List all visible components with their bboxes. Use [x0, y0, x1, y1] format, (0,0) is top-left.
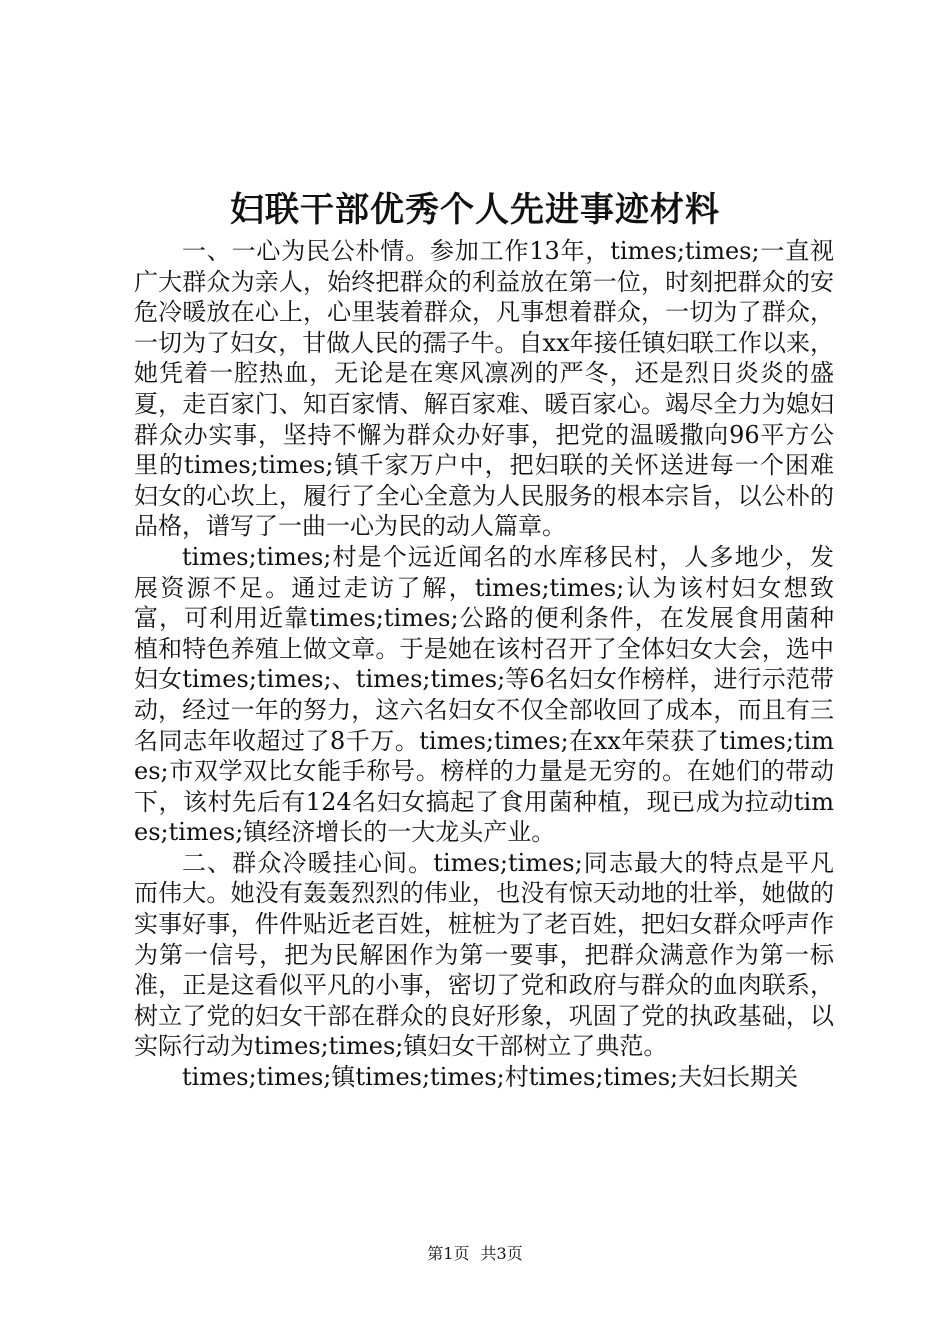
page-total: 共3页 — [480, 1244, 523, 1263]
paragraph-1: 一、一心为民公朴情。参加工作13年，times;times;一直视广大群众为亲人，始终把群众的利益放在第一位，时刻把群众的安危冷暖放在心上，心里装着群众，凡事想着群众，一切为了群众，一切为了妇女，甘做人民的孺子牛。自xx年接任镇妇联工作以来，她凭着一腔热血，无论是在寒风凛冽的严冬，还是烈日炎炎的盛夏，走百家门、知百家情、解百家难、暖百家心。竭尽全力为媳妇群众办实事，坚持不懈为群众办好事，把党的温暖撒向96平方公里的times;times;镇千家万户中，把妇联的关怀送进每一个困难妇女的心坎上，履行了全心全意为人民服务的根本宗旨，以公朴的品格，谱写了一曲一心为民的动人篇章。 — [134, 237, 834, 541]
paragraph-4: times;times;镇times;times;村times;times;夫妇长期关 — [182, 1063, 799, 1092]
paragraph-2: times;times;村是个远近闻名的水库移民村，人多地少，发展资源不足。通过走访了解，times;times;认为该村妇女想致富，可利用近靠times;times;公路的便利条件，在发展食用菌种植和特色养殖上做文章。于是她在该村召开了全体妇女大会，选中妇女times;times;、times;times;等6名妇女作榜样，进行示范带动，经过一年的努力，这六名妇女不仅全部收回了成本，而且有三名同志年收超过了8千万。times;times;在xx年荣获了times;times;市双学双比女能手称号。榜样的力量是无穷的。在她们的带动下，该村先后有124名妇女搞起了食用菌种植，现已成为拉动times;times;镇经济增长的一大龙头产业。 — [134, 542, 834, 847]
document-body — [134, 236, 834, 1093]
document-title: 妇联干部优秀个人先进事迹材料 — [230, 190, 720, 230]
paragraph-3: 二、群众冷暖挂心间。times;times;同志最大的特点是平凡而伟大。她没有轰轰烈烈的伟业，也没有惊天动地的壮举，她做的实事好事，件件贴近老百姓，桩桩为了老百姓，把妇女群众呼声作为第一信号，把为民解困作为第一要事，把群众满意作为第一标准，正是这看似平凡的小事，密切了党和政府与群众的血肉联系，树立了党的妇女干部在群众的良好形象，巩固了党的执政基础，以实际行动为times;times;镇妇女干部树立了典范。 — [134, 848, 834, 1061]
page-number: 第1页 — [427, 1244, 470, 1263]
page-footer — [0, 1243, 950, 1265]
